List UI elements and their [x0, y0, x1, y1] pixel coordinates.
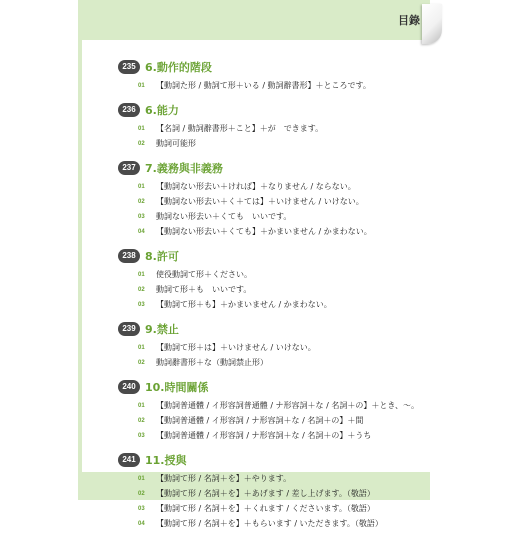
- toc-entry[interactable]: [138, 487, 448, 500]
- entry-text: 【動詞ない形去い＋く＋ては】＋いけません / いけない。: [156, 197, 364, 206]
- entry-number: 02: [138, 140, 145, 147]
- section-number-badge: 240: [118, 380, 140, 394]
- entry-text: 【動詞た形 / 動詞て形＋いる / 動詞辭書形】＋ところです。: [156, 81, 371, 90]
- entry-number: 02: [138, 490, 145, 497]
- toc-section: [118, 58, 448, 92]
- entry-text: 【名詞 / 動詞辭書形＋こと】＋が できます。: [156, 124, 324, 133]
- entry-text: 【動詞普通體 / イ形容詞普通體 / ナ形容詞＋な / 名詞＋の】＋とき、～。: [156, 401, 420, 410]
- entry-number: 03: [138, 301, 145, 308]
- section-title: 11.授與: [145, 453, 187, 467]
- section-number-badge: 237: [118, 161, 140, 175]
- entry-text: 【動詞て形 / 名詞＋を】＋あげます / 差し上げます。（敬語）: [156, 489, 375, 498]
- toc-section: [118, 159, 448, 238]
- page-curl-decoration: [422, 4, 442, 44]
- entry-text: 動詞辭書形＋な（動詞禁止形）: [156, 358, 268, 367]
- entry-text: 動詞可能形: [156, 139, 196, 148]
- entry-number: 01: [138, 271, 145, 278]
- toc-entry[interactable]: [138, 283, 448, 296]
- entry-text: 【動詞て形 / 名詞＋を】＋やります。: [156, 474, 292, 483]
- entry-text: 【動詞ない形去い＋くても】＋かまいません / かまわない。: [156, 227, 372, 236]
- toc-entry[interactable]: [138, 472, 448, 485]
- toc-entry[interactable]: [138, 517, 448, 530]
- page-header-title: 目錄: [398, 14, 420, 27]
- section-heading[interactable]: [118, 320, 448, 337]
- section-heading[interactable]: [118, 159, 448, 176]
- entry-number: 02: [138, 198, 145, 205]
- toc-entry[interactable]: [138, 341, 448, 354]
- header-band: [78, 0, 430, 40]
- toc-entry[interactable]: [138, 268, 448, 281]
- section-heading[interactable]: [118, 451, 448, 468]
- section-number-badge: 235: [118, 60, 140, 74]
- section-heading[interactable]: [118, 58, 448, 75]
- toc-entry[interactable]: [138, 180, 448, 193]
- entry-text: 動詞ない形去い＋くても いいです。: [156, 212, 292, 221]
- entry-number: 01: [138, 125, 145, 132]
- section-title: 8.許可: [145, 249, 179, 263]
- toc-entry[interactable]: [138, 429, 448, 442]
- toc-list: [118, 58, 448, 539]
- toc-entry[interactable]: [138, 122, 448, 135]
- entry-number: 02: [138, 359, 145, 366]
- section-number-badge: 236: [118, 103, 140, 117]
- section-title: 10.時間關係: [145, 380, 209, 394]
- entry-number: 01: [138, 82, 145, 89]
- section-title: 6.動作的階段: [145, 60, 212, 74]
- toc-section: [118, 378, 448, 442]
- entry-number: 01: [138, 344, 145, 351]
- toc-entry[interactable]: [138, 210, 448, 223]
- entry-text: 【動詞て形 / 名詞＋を】＋もらいます / いただきます。（敬語）: [156, 519, 383, 528]
- toc-entry[interactable]: [138, 225, 448, 238]
- entry-number: 02: [138, 286, 145, 293]
- toc-entry[interactable]: [138, 79, 448, 92]
- section-title: 9.禁止: [145, 322, 179, 336]
- section-heading[interactable]: [118, 247, 448, 264]
- section-number-badge: 239: [118, 322, 140, 336]
- entry-text: 【動詞て形＋は】＋いけません / いけない。: [156, 343, 316, 352]
- section-title: 7.義務與非義務: [145, 161, 223, 175]
- section-heading[interactable]: [118, 378, 448, 395]
- entry-text: 【動詞普通體 / イ形容詞 / ナ形容詞＋な / 名詞＋の】＋間: [156, 416, 364, 425]
- toc-entry[interactable]: [138, 195, 448, 208]
- entry-number: 04: [138, 228, 145, 235]
- entry-text: 使役動詞て形＋ください。: [156, 270, 252, 279]
- section-heading[interactable]: [118, 101, 448, 118]
- toc-entry[interactable]: [138, 298, 448, 311]
- entry-number: 03: [138, 505, 145, 512]
- toc-entry[interactable]: [138, 399, 448, 412]
- entry-text: 【動詞て形 / 名詞＋を】＋くれます / くださいます。（敬語）: [156, 504, 375, 513]
- toc-entry[interactable]: [138, 356, 448, 369]
- entry-number: 03: [138, 213, 145, 220]
- entry-text: 【動詞ない形去い＋ければ】＋なりません / ならない。: [156, 182, 356, 191]
- entry-text: 【動詞普通體 / イ形容詞 / ナ形容詞＋な / 名詞＋の】＋うち: [156, 431, 372, 440]
- toc-section: [118, 101, 448, 150]
- section-number-badge: 241: [118, 453, 140, 467]
- entry-number: 04: [138, 520, 145, 527]
- toc-section: [118, 247, 448, 311]
- entry-number: 01: [138, 183, 145, 190]
- entry-text: 動詞て形＋も いいです。: [156, 285, 252, 294]
- entry-number: 03: [138, 432, 145, 439]
- side-stripe: [78, 40, 82, 472]
- toc-section: [118, 451, 448, 530]
- entry-number: 01: [138, 475, 145, 482]
- entry-text: 【動詞て形＋も】＋かまいません / かまわない。: [156, 300, 332, 309]
- entry-number: 01: [138, 402, 145, 409]
- section-number-badge: 238: [118, 249, 140, 263]
- toc-entry[interactable]: [138, 137, 448, 150]
- toc-section: [118, 320, 448, 369]
- section-title: 6.能力: [145, 103, 179, 117]
- toc-entry[interactable]: [138, 414, 448, 427]
- toc-entry[interactable]: [138, 502, 448, 515]
- entry-number: 02: [138, 417, 145, 424]
